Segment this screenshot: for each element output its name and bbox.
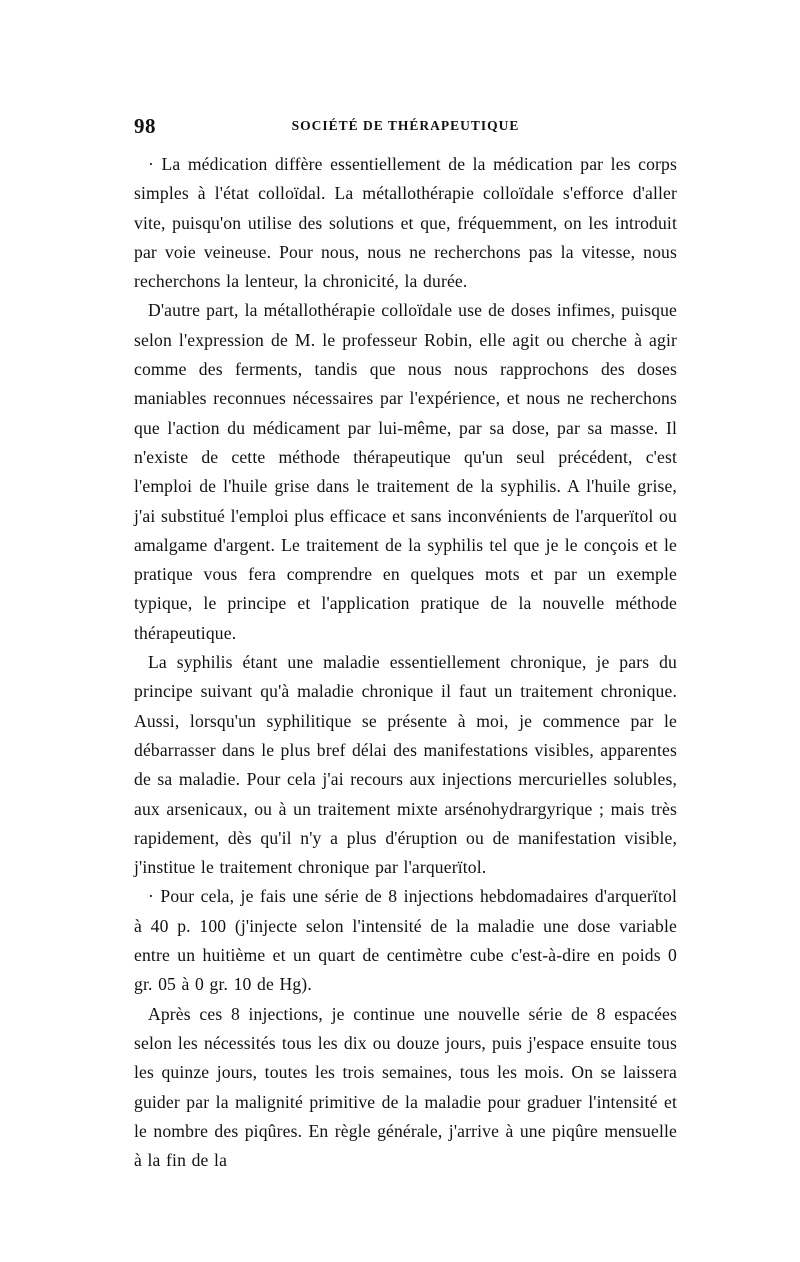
paragraph: · La médication diffère essentiellement de la médication par les corps simples à l'état colloïdal. La métallothérapie colloïdale s'efforce d'aller vite, puisqu'on utilise des solutions et que, fréquemment, on les introduit par voie veineuse. Pour nous, nous ne recherchons pas la vitesse, nous recherchons la lenteur, la chronicité, la durée.: [134, 154, 677, 292]
running-header: [134, 114, 677, 144]
body-text: [134, 150, 677, 1175]
page-number: 98: [134, 114, 156, 138]
paragraph: · Pour cela, je fais une série de 8 injections hebdomadaires d'arquerïtol à 40 p. 100 (j'injecte selon l'intensité de la maladie une dose variable entre un huitième et un quart de centimètre cube c'est-à-dire en poids 0 gr. 05 à 0 gr. 10 de Hg).: [134, 886, 677, 995]
paragraph: La syphilis étant une maladie essentiellement chronique, je pars du principe suivant qu'à maladie chronique il faut un traitement chronique. Aussi, lorsqu'un syphilitique se présente à moi, je commence par le débarrasser dans le plus bref délai des manifestations visibles, apparentes de sa maladie. Pour cela j'ai recours aux injections mercurielles solubles, aux arsenicaux, ou à un traitement mixte arsénohydrargyrique ; mais très rapidement, dès qu'il n'y a plus d'éruption ou de manifestation visible, j'institue le traitement chronique par l'arquerïtol.: [134, 652, 677, 878]
paragraph: Après ces 8 injections, je continue une nouvelle série de 8 espacées selon les nécessités tous les dix ou douze jours, puis j'espace ensuite tous les quinze jours, toutes les trois semaines, tous les mois. On se laissera guider par la malignité primitive de la maladie pour graduer l'intensité et le nombre des piqûres. En règle générale, j'arrive à une piqûre mensuelle à la fin de la: [134, 1003, 677, 1171]
book-page: [134, 114, 677, 1175]
paragraph: D'autre part, la métallothérapie colloïdale use de doses infimes, puisque selon l'expression de M. le professeur Robin, elle agit ou cherche à agir comme des ferments, tandis que nous nous rapprochons des doses maniables reconnues nécessaires par l'expérience, et nous ne recherchons que l'action du médicament par lui-même, par sa dose, par sa masse. Il n'existe de cette méthode thérapeutique qu'un seul précédent, c'est l'emploi de l'huile grise dans le traitement de la syphilis. A l'huile grise, j'ai substitué l'emploi plus efficace et sans inconvénients de l'arquerïtol ou amalgame d'argent. Le traitement de la syphilis tel que je le conçois et le pratique vous fera comprendre en quelques mots et par un exemple typique, le principe et l'application pratique de la nouvelle méthode thérapeutique.: [134, 300, 677, 643]
running-title: SOCIÉTÉ DE THÉRAPEUTIQUE: [291, 118, 520, 133]
